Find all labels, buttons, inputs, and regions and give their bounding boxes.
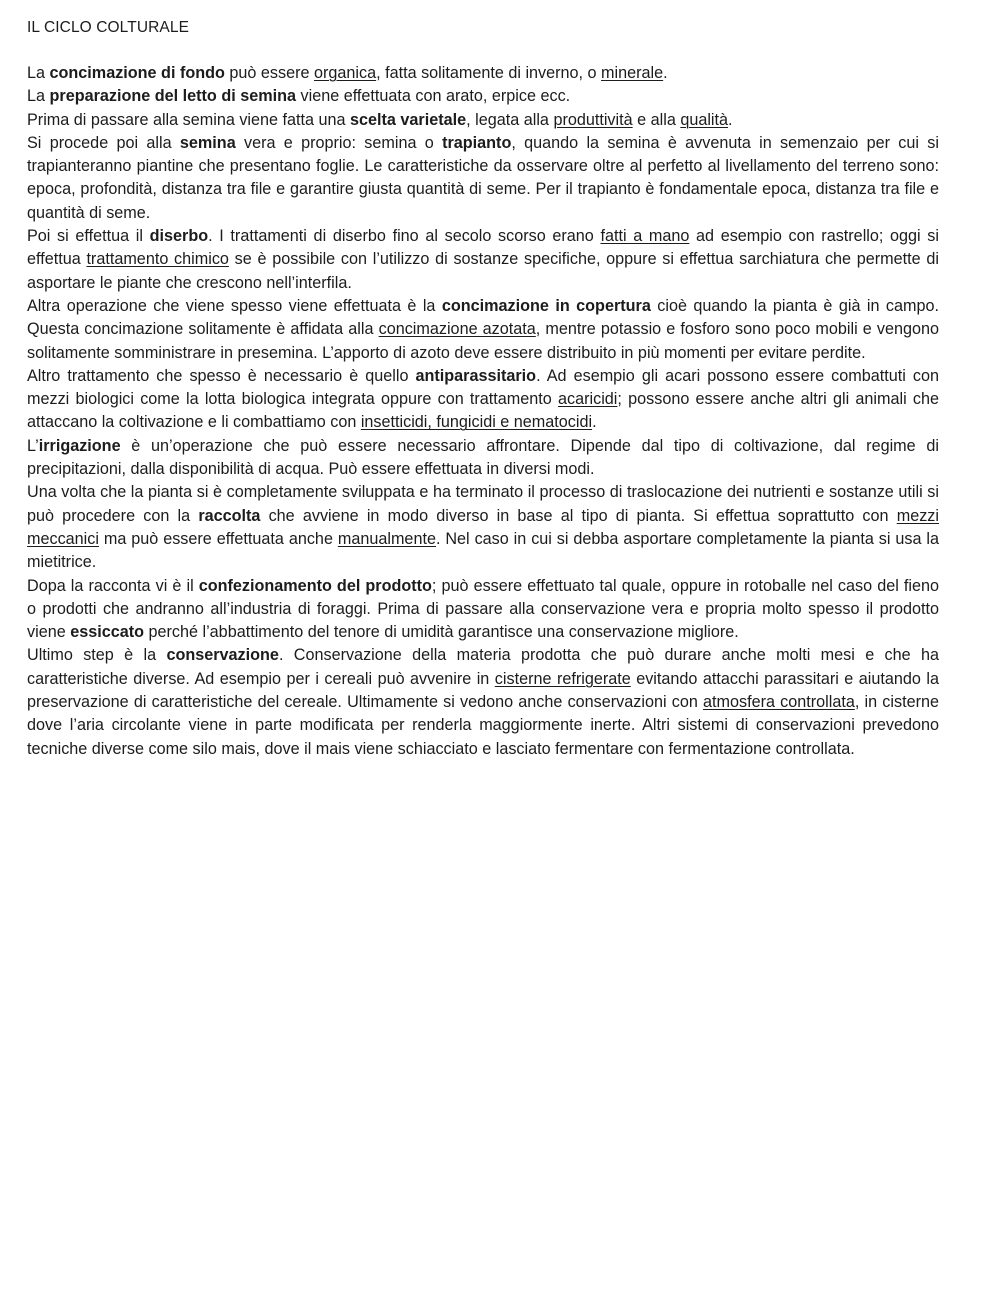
underlined-term: qualità	[680, 110, 729, 129]
text-run: viene effettuata con arato, erpice ecc.	[296, 87, 571, 106]
underlined-term: trattamento chimico	[86, 250, 229, 269]
underlined-term: mezzi meccanici	[27, 506, 939, 548]
bold-term: diserbo	[149, 227, 209, 246]
text-run: L’	[27, 436, 39, 455]
paragraph	[27, 481, 939, 574]
document-title: IL CICLO COLTURALE	[27, 19, 190, 36]
bold-term: scelta varietale	[350, 110, 467, 129]
paragraph	[27, 109, 939, 132]
bold-term: essiccato	[70, 623, 144, 642]
bold-term: raccolta	[198, 506, 261, 525]
paragraph	[27, 295, 939, 365]
paragraph	[27, 132, 939, 225]
text-run: cioè quando la pianta è già in campo. Questa concimazione solitamente è affidata alla	[27, 296, 939, 339]
text-run: ad esempio con rastrello; oggi si effettua	[27, 227, 939, 269]
text-run: .	[663, 64, 668, 82]
underlined-term: fatti a mano	[600, 227, 690, 246]
bold-term: semina	[179, 133, 236, 152]
text-run: e alla	[632, 110, 681, 129]
text-run: è un’operazione che può essere necessario affrontare. Dipende dal tipo di coltivazione, dal regime di precipitazioni, dalla disponibilità di acqua. Può essere effettuata in diversi modi.	[27, 436, 939, 479]
bold-term: trapianto	[442, 133, 512, 152]
text-run: perché l’abbattimento del tenore di umidità garantisce una conservazione migliore.	[144, 623, 739, 642]
text-run: , quando la semina è avvenuta in semenzaio per cui si trapianteranno piantine che presentano foglie. Le caratteristiche da osservare oltre al perfetto al livellamento del terreno sono: epoca, profondità, distanza tra file e garantire giusta quantità di seme. Per il trapianto è fondamentale epoca, distanza tra file e quantità di seme.	[27, 133, 939, 222]
text-run: . Ad esempio gli acari possono essere combattuti con mezzi biologici come la lotta biologica integrata oppure con trattamento	[27, 366, 939, 409]
text-run: , in cisterne dove l’aria circolante viene in parte modificata per renderla maggiormente inerte. Altri sistemi di conservazioni prevedono tecniche diverse come silo mais, dove il mais viene schiacciato e lasciato fermentare con fermentazione controllata.	[27, 693, 939, 758]
text-run: , legata alla	[466, 110, 554, 129]
paragraph	[27, 575, 939, 645]
underlined-term: atmosfera controllata	[703, 693, 855, 712]
text-run: può essere	[224, 64, 314, 82]
text-run: ; possono essere anche altri gli animali che attaccano la coltivazione e li combattiamo con	[27, 390, 939, 432]
underlined-term: cisterne refrigerate	[494, 669, 631, 688]
bold-term: preparazione del letto di semina	[49, 87, 296, 106]
bold-term: concimazione di fondo	[49, 64, 225, 82]
text-run: , fatta solitamente di inverno, o	[376, 64, 602, 82]
text-run: . Nel caso in cui si debba asportare completamente la pianta si usa la mietitrice.	[27, 529, 939, 572]
underlined-term: manualmente	[337, 529, 436, 548]
bold-term: concimazione in copertura	[441, 296, 651, 315]
underlined-term: minerale	[601, 64, 664, 82]
text-run: .	[728, 110, 733, 129]
bold-term: irrigazione	[38, 436, 121, 455]
underlined-term: organica	[313, 64, 377, 82]
text-run: se è possibile con l’utilizzo di sostanze specifiche, oppure si effettua sarchiatura che permette di asportare le piante che crescono nell’interfila.	[27, 250, 939, 292]
text-run: vera e proprio: semina o	[235, 133, 443, 152]
paragraph	[27, 435, 939, 482]
text-run: evitando attacchi parassitari e aiutando la preservazione di caratteristiche del cereale. Ultimamente si vedono anche conservazioni con	[27, 669, 939, 712]
underlined-term: concimazione azotata	[378, 320, 536, 339]
text-run: Una volta che la pianta si è completamente sviluppata e ha terminato il processo di traslocazione dei nutrienti e sostanze utili si può procedere con la	[27, 483, 939, 525]
bold-term: conservazione	[166, 646, 279, 665]
document-page	[27, 16, 939, 761]
text-run: Ultimo step è la	[27, 646, 167, 665]
text-run: La	[27, 87, 50, 106]
text-run: . I trattamenti di diserbo fino al secolo scorso erano	[208, 227, 601, 246]
text-run: . Conservazione della materia prodotta che può durare anche molti mesi e che ha caratteristiche diverse. Ad esempio per i cereali può avvenire in	[27, 646, 939, 688]
text-run: , mentre potassio e fosforo sono poco mobili e vengono solitamente somministrare in presemina. L’apporto di azoto deve essere distribuito in più momenti per evitare perdite.	[27, 320, 939, 362]
text-run: .	[592, 413, 597, 432]
text-run: Si procede poi alla	[27, 133, 180, 152]
text-run: ; può essere effettuato tal quale, oppure in rotoballe nel caso del fieno o prodotti che andranno all’industria di foraggi. Prima di passare alla conservazione vera e propria molto spesso il prodotto viene	[27, 576, 939, 642]
paragraph	[27, 85, 939, 108]
document-body	[27, 62, 939, 761]
underlined-term: insetticidi, fungicidi e nematocidi	[360, 413, 593, 432]
paragraph	[27, 62, 939, 85]
text-run: che avviene in modo diverso in base al tipo di pianta. Si effettua soprattutto con	[260, 506, 897, 525]
paragraph	[27, 365, 939, 435]
text-run: Poi si effettua il	[27, 227, 150, 246]
underlined-term: acaricidi	[558, 390, 618, 409]
bold-term: confezionamento del prodotto	[198, 576, 432, 595]
paragraph	[27, 225, 939, 295]
text-run: Altra operazione che viene spesso viene effettuata è la	[27, 296, 442, 315]
text-run: ma può essere effettuata anche	[98, 529, 338, 548]
text-run: Altro trattamento che spesso è necessario è quello	[27, 366, 416, 385]
text-run: Prima di passare alla semina viene fatta una	[27, 110, 351, 129]
underlined-term: produttività	[553, 110, 633, 129]
bold-term: antiparassitario	[415, 366, 537, 385]
text-run: Dopa la racconta vi è il	[27, 576, 199, 595]
paragraph	[27, 644, 939, 760]
text-run: La	[27, 64, 50, 82]
